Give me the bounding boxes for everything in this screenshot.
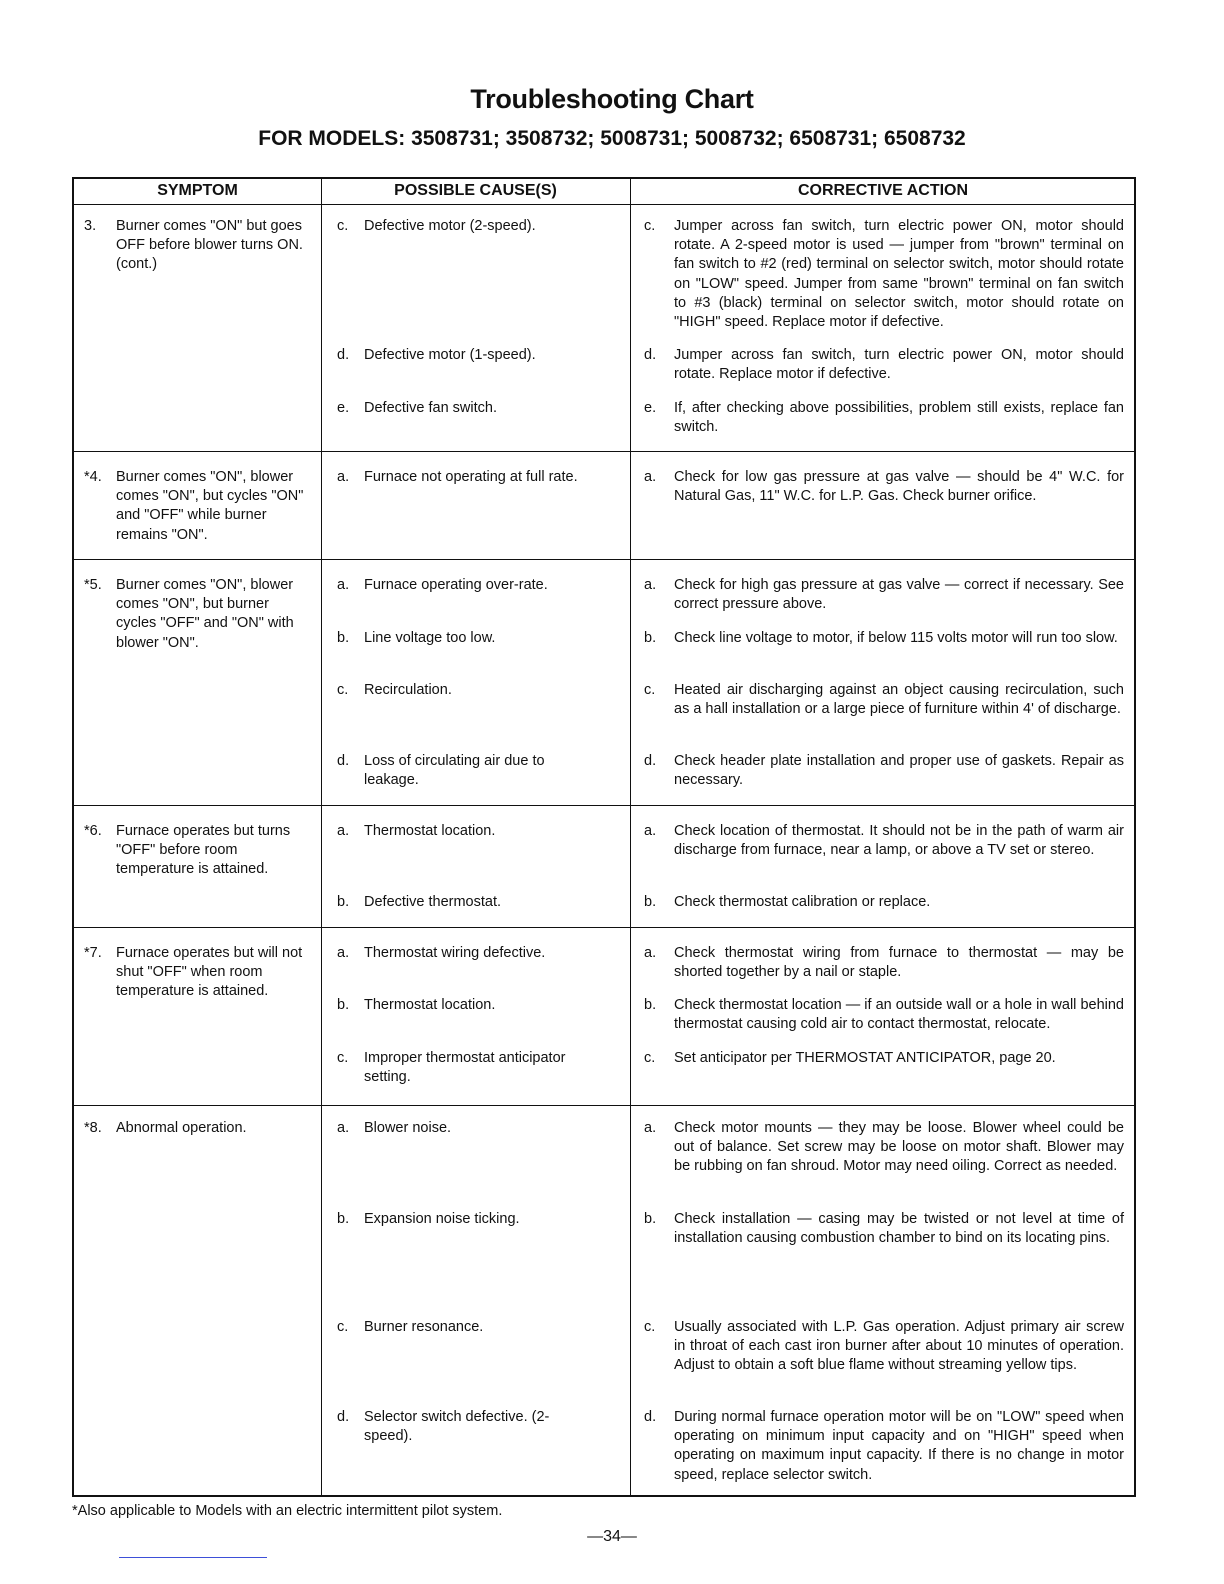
cause-label: a. bbox=[337, 823, 350, 839]
footnote: *Also applicable to Models with an electric intermittent pilot system. bbox=[72, 1503, 503, 1519]
header-symptom: SYMPTOM bbox=[74, 179, 321, 205]
cause-text: Expansion noise ticking. bbox=[364, 1211, 520, 1227]
page-number: —34— bbox=[587, 1528, 637, 1545]
action-label: c. bbox=[644, 1050, 656, 1066]
group-divider bbox=[74, 1105, 1134, 1106]
cause-label: a. bbox=[337, 1120, 350, 1136]
action-text: Heated air discharging against an object causing recirculation, such as a hall installation or a large piece of furniture within 4' of discharge. bbox=[674, 682, 1124, 718]
cause-label: b. bbox=[337, 630, 350, 646]
page-title: Troubleshooting Chart bbox=[470, 84, 754, 114]
cause-label: a. bbox=[337, 469, 350, 485]
action-text: Check installation — casing may be twisted or not level at time of installation causing combustion chamber to bind on its locating pins. bbox=[674, 1211, 1124, 1247]
action-label: b. bbox=[644, 630, 657, 646]
group-divider bbox=[74, 559, 1134, 560]
cause-text: Line voltage too low. bbox=[364, 630, 496, 646]
group-divider bbox=[74, 451, 1134, 452]
action-label: e. bbox=[644, 400, 657, 416]
action-label: c. bbox=[644, 682, 656, 698]
action-text: Check location of thermostat. It should not be in the path of warm air discharge from furnace, near a lamp, or above a TV set or stereo. bbox=[674, 823, 1124, 859]
symptom-number: *4. bbox=[84, 469, 102, 485]
action-text: Set anticipator per THERMOSTAT ANTICIPATOR, page 20. bbox=[674, 1050, 1056, 1066]
action-label: d. bbox=[644, 1409, 657, 1425]
cause-label: d. bbox=[337, 1409, 350, 1425]
cause-label: d. bbox=[337, 347, 350, 363]
column-divider bbox=[321, 179, 322, 1495]
action-label: b. bbox=[644, 894, 657, 910]
action-label: a. bbox=[644, 577, 657, 593]
symptom-number: *8. bbox=[84, 1120, 102, 1136]
action-text: Jumper across fan switch, turn electric power ON, motor should rotate. A 2-speed motor is used — jumper from "brown" terminal on fan switch to #2 (red) terminal on selector switch, motor should rotate on "LOW" speed. Jumper from same "brown" terminal on fan switch to #3 (black) terminal on selector switch, motor should rotate on "HIGH" speed. Replace motor if defective. bbox=[674, 218, 1124, 331]
column-divider bbox=[630, 179, 631, 1495]
action-text: Check for high gas pressure at gas valve — correct if necessary. See correct pressure above. bbox=[674, 577, 1124, 613]
cause-label: e. bbox=[337, 400, 350, 416]
cause-text: Furnace operating over-rate. bbox=[364, 577, 548, 593]
cause-label: b. bbox=[337, 894, 350, 910]
cause-label: b. bbox=[337, 997, 350, 1013]
action-label: a. bbox=[644, 469, 657, 485]
cause-text: Recirculation. bbox=[364, 682, 452, 698]
cause-text: Thermostat location. bbox=[364, 997, 496, 1013]
header-cause: POSSIBLE CAUSE(S) bbox=[321, 179, 630, 205]
action-label: d. bbox=[644, 347, 657, 363]
action-text: Usually associated with L.P. Gas operation. Adjust primary air screw in throat of each cast iron burner after about 10 minutes of operation. Adjust to obtain a soft blue flame without streaming yellow tips. bbox=[674, 1319, 1124, 1374]
action-text: During normal furnace operation motor will be on "LOW" speed when operating on minimum input capacity and on "HIGH" speed when operating on maximum input capacity. If there is no change in motor speed, replace selector switch. bbox=[674, 1409, 1124, 1483]
action-label: d. bbox=[644, 753, 657, 769]
symptom-text: Burner comes "ON" but goes OFF before blower turns ON. (cont.) bbox=[116, 218, 303, 273]
action-label: a. bbox=[644, 945, 657, 961]
cause-text: Thermostat location. bbox=[364, 823, 496, 839]
action-text: Check header plate installation and proper use of gaskets. Repair as necessary. bbox=[674, 753, 1124, 789]
symptom-text: Burner comes "ON", blower comes "ON", but cycles "ON" and "OFF" while burner remains "ON". bbox=[116, 469, 304, 543]
action-text: If, after checking above possibilities, problem still exists, replace fan switch. bbox=[674, 400, 1124, 436]
symptom-number: 3. bbox=[84, 218, 97, 234]
symptom-number: *5. bbox=[84, 577, 102, 593]
action-text: Check thermostat wiring from furnace to thermostat — may be shorted together by a nail or staple. bbox=[674, 945, 1124, 981]
group-divider bbox=[74, 927, 1134, 928]
cause-text: Burner resonance. bbox=[364, 1319, 484, 1335]
symptom-text: Burner comes "ON", blower comes "ON", but burner cycles "OFF" and "ON" with blower "ON". bbox=[116, 577, 294, 651]
cause-text: Defective motor (2-speed). bbox=[364, 218, 536, 234]
action-label: c. bbox=[644, 218, 656, 234]
action-text: Check thermostat calibration or replace. bbox=[674, 894, 931, 910]
cause-label: c. bbox=[337, 218, 349, 234]
action-label: a. bbox=[644, 1120, 657, 1136]
cause-text: Defective thermostat. bbox=[364, 894, 501, 910]
symptom-number: *7. bbox=[84, 945, 102, 961]
action-text: Check for low gas pressure at gas valve — should be 4" W.C. for Natural Gas, 11" W.C. for L.P. Gas. Check burner orifice. bbox=[674, 469, 1124, 505]
cause-text: Defective motor (1-speed). bbox=[364, 347, 536, 363]
cause-text: Furnace not operating at full rate. bbox=[364, 469, 578, 485]
group-divider bbox=[74, 805, 1134, 806]
cause-label: c. bbox=[337, 682, 349, 698]
cause-text: Improper thermostat anticipator setting. bbox=[364, 1050, 566, 1086]
scan-edge-line bbox=[119, 1557, 267, 1558]
cause-label: d. bbox=[337, 753, 350, 769]
symptom-text: Furnace operates but will not shut "OFF" when room temperature is attained. bbox=[116, 945, 303, 1000]
symptom-text: Abnormal operation. bbox=[116, 1120, 247, 1136]
action-label: b. bbox=[644, 1211, 657, 1227]
cause-text: Selector switch defective. (2-speed). bbox=[364, 1409, 550, 1445]
cause-label: c. bbox=[337, 1319, 349, 1335]
action-text: Check thermostat location — if an outside wall or a hole in wall behind thermostat causing cold air to contact thermostat, relocate. bbox=[674, 997, 1124, 1033]
action-label: c. bbox=[644, 1319, 656, 1335]
symptom-number: *6. bbox=[84, 823, 102, 839]
troubleshooting-table bbox=[72, 177, 1136, 1497]
action-label: b. bbox=[644, 997, 657, 1013]
cause-label: a. bbox=[337, 945, 350, 961]
models-subtitle: FOR MODELS: 3508731; 3508732; 5008731; 5008732; 6508731; 6508732 bbox=[258, 127, 966, 150]
action-label: a. bbox=[644, 823, 657, 839]
action-text: Check motor mounts — they may be loose. Blower wheel could be out of balance. Set screw may be loose on motor shaft. Blower may be rubbing on fan shroud. Motor may need oiling. Correct as needed. bbox=[674, 1120, 1124, 1175]
cause-text: Thermostat wiring defective. bbox=[364, 945, 546, 961]
action-text: Jumper across fan switch, turn electric power ON, motor should rotate. Replace motor if defective. bbox=[674, 347, 1124, 383]
header-action: CORRECTIVE ACTION bbox=[630, 179, 1136, 205]
symptom-text: Furnace operates but turns "OFF" before room temperature is attained. bbox=[116, 823, 291, 878]
cause-text: Loss of circulating air due to leakage. bbox=[364, 753, 545, 789]
cause-label: a. bbox=[337, 577, 350, 593]
cause-label: b. bbox=[337, 1211, 350, 1227]
cause-text: Defective fan switch. bbox=[364, 400, 497, 416]
action-text: Check line voltage to motor, if below 115 volts motor will run too slow. bbox=[674, 630, 1118, 646]
cause-text: Blower noise. bbox=[364, 1120, 452, 1136]
cause-label: c. bbox=[337, 1050, 349, 1066]
